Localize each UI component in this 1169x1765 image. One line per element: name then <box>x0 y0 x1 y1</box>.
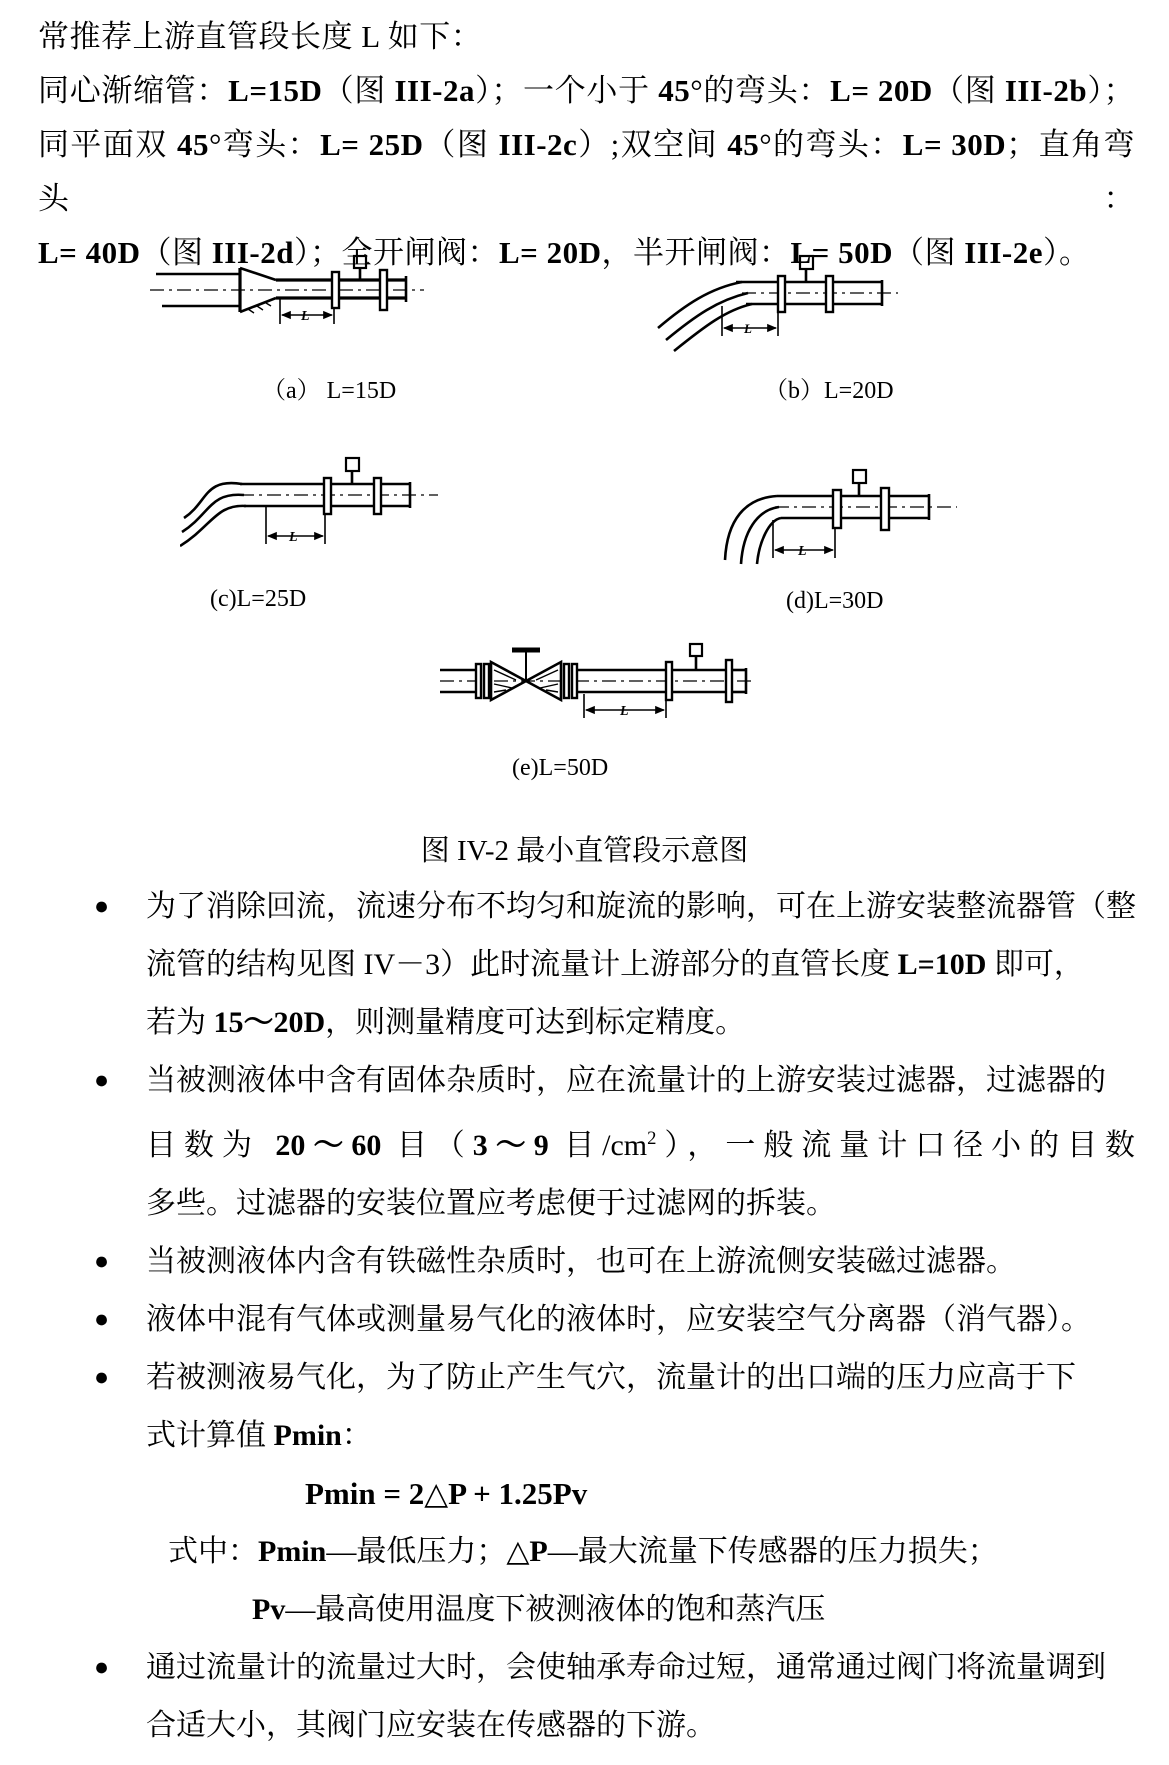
intro-line: 同平面双 45°弯头：L= 25D（图 III-2c）;双空间 45°的弯头：L= 30D；直角弯头： <box>38 127 1136 216</box>
dimension-label-l: L <box>620 704 629 719</box>
text-line: 当被测液体内含有铁磁性杂质时，也可在上游流侧安装磁过滤器。 <box>146 1245 1016 1278</box>
dimension-label-l: L <box>301 309 310 324</box>
text-line: 流管的结构见图 IV－3）此时流量计上游部分的直管长度 L=10D 即可， <box>146 948 1084 981</box>
bullet-item <box>0 1639 1169 1755</box>
dimension-label-l: L <box>289 530 298 545</box>
bullet-item <box>0 1233 1169 1291</box>
bullet-icon: ● <box>94 893 110 920</box>
bullet-icon: ● <box>94 1067 110 1094</box>
intro-line: L= 40D（图 III-2d）；全开闸阀：L= 20D，半开闸阀：L= 50D（图 III-2e）。 <box>38 235 1091 270</box>
figure-title: 图 IV-2 最小直管段示意图 <box>420 835 749 867</box>
bullet-item <box>0 878 1169 1052</box>
bullet-icon: ● <box>94 1248 110 1275</box>
diagram-a-concentric-reducer-icon <box>148 246 426 334</box>
intro-line: 常推荐上游直管段长度 L 如下： <box>38 19 483 54</box>
formula-legend-line: 式中：Pmin—最低压力；△P—最大流量下传感器的压力损失； <box>168 1535 998 1568</box>
text-line: 多些。过滤器的安装位置应考虑便于过滤网的拆装。 <box>146 1187 836 1220</box>
diagram-caption-d: (d)L=30D <box>786 588 884 614</box>
bullet-icon: ● <box>94 1306 110 1333</box>
bullet-item <box>0 1349 1169 1465</box>
dimension-label-l: L <box>744 321 752 336</box>
bullet-icon: ● <box>94 1654 110 1681</box>
bullet-icon: ● <box>94 1364 110 1391</box>
diagram-b-single-bend-icon <box>650 248 900 352</box>
text-line: 当被测液体中含有固体杂质时，应在流量计的上游安装过滤器，过滤器的 <box>146 1064 1106 1097</box>
diagram-caption-e: (e)L=50D <box>512 755 609 781</box>
formula: Pmin = 2△P + 1.25Pv <box>305 1476 588 1511</box>
text-line: 目数为 20～60 目（3～9 目$/cm^2$），一般流量计口径小的目数 <box>146 1128 1136 1162</box>
dimension-label-l: L <box>798 544 807 559</box>
formula-legend-line: Pv—最高使用温度下被测液体的饱和蒸汽压 <box>252 1593 826 1626</box>
bullet-item <box>0 1052 1169 1233</box>
diagram-c-double-bend-icon <box>180 452 440 552</box>
diagram-caption-b: （b）L=20D <box>764 378 894 404</box>
text-line: 为了消除回流，流速分布不均匀和旋流的影响，可在上游安装整流器管（整 <box>146 890 1136 923</box>
diagram-caption-a: （a） L=15D <box>262 378 397 404</box>
text-line: 若为 15～20D，则测量精度可达到标定精度。 <box>146 1006 746 1039</box>
diagram-e-gate-valve-icon <box>438 640 758 724</box>
text-line: 通过流量计的流量过大时，会使轴承寿命过短，通常通过阀门将流量调到 <box>146 1651 1106 1684</box>
body-content <box>0 878 1169 1755</box>
diagram-d-right-angle-bend-icon <box>715 458 960 566</box>
text-line: 若被测液易气化，为了防止产生气穴，流量计的出口端的压力应高于下 <box>146 1361 1076 1394</box>
bullet-item <box>0 1291 1169 1349</box>
text-line: 合适大小，其阀门应安装在传感器的下游。 <box>146 1709 716 1742</box>
diagram-caption-c: (c)L=25D <box>210 586 307 612</box>
text-line: 式计算值 Pmin： <box>146 1419 372 1452</box>
figure-diagrams <box>0 230 1169 878</box>
text-line: 液体中混有气体或测量易气化的液体时，应安装空气分离器（消气器）。 <box>146 1303 1091 1336</box>
intro-line: 同心渐缩管：L=15D（图 III-2a）；一个小于 45°的弯头：L= 20D（图 III-2b）； <box>38 73 1136 108</box>
